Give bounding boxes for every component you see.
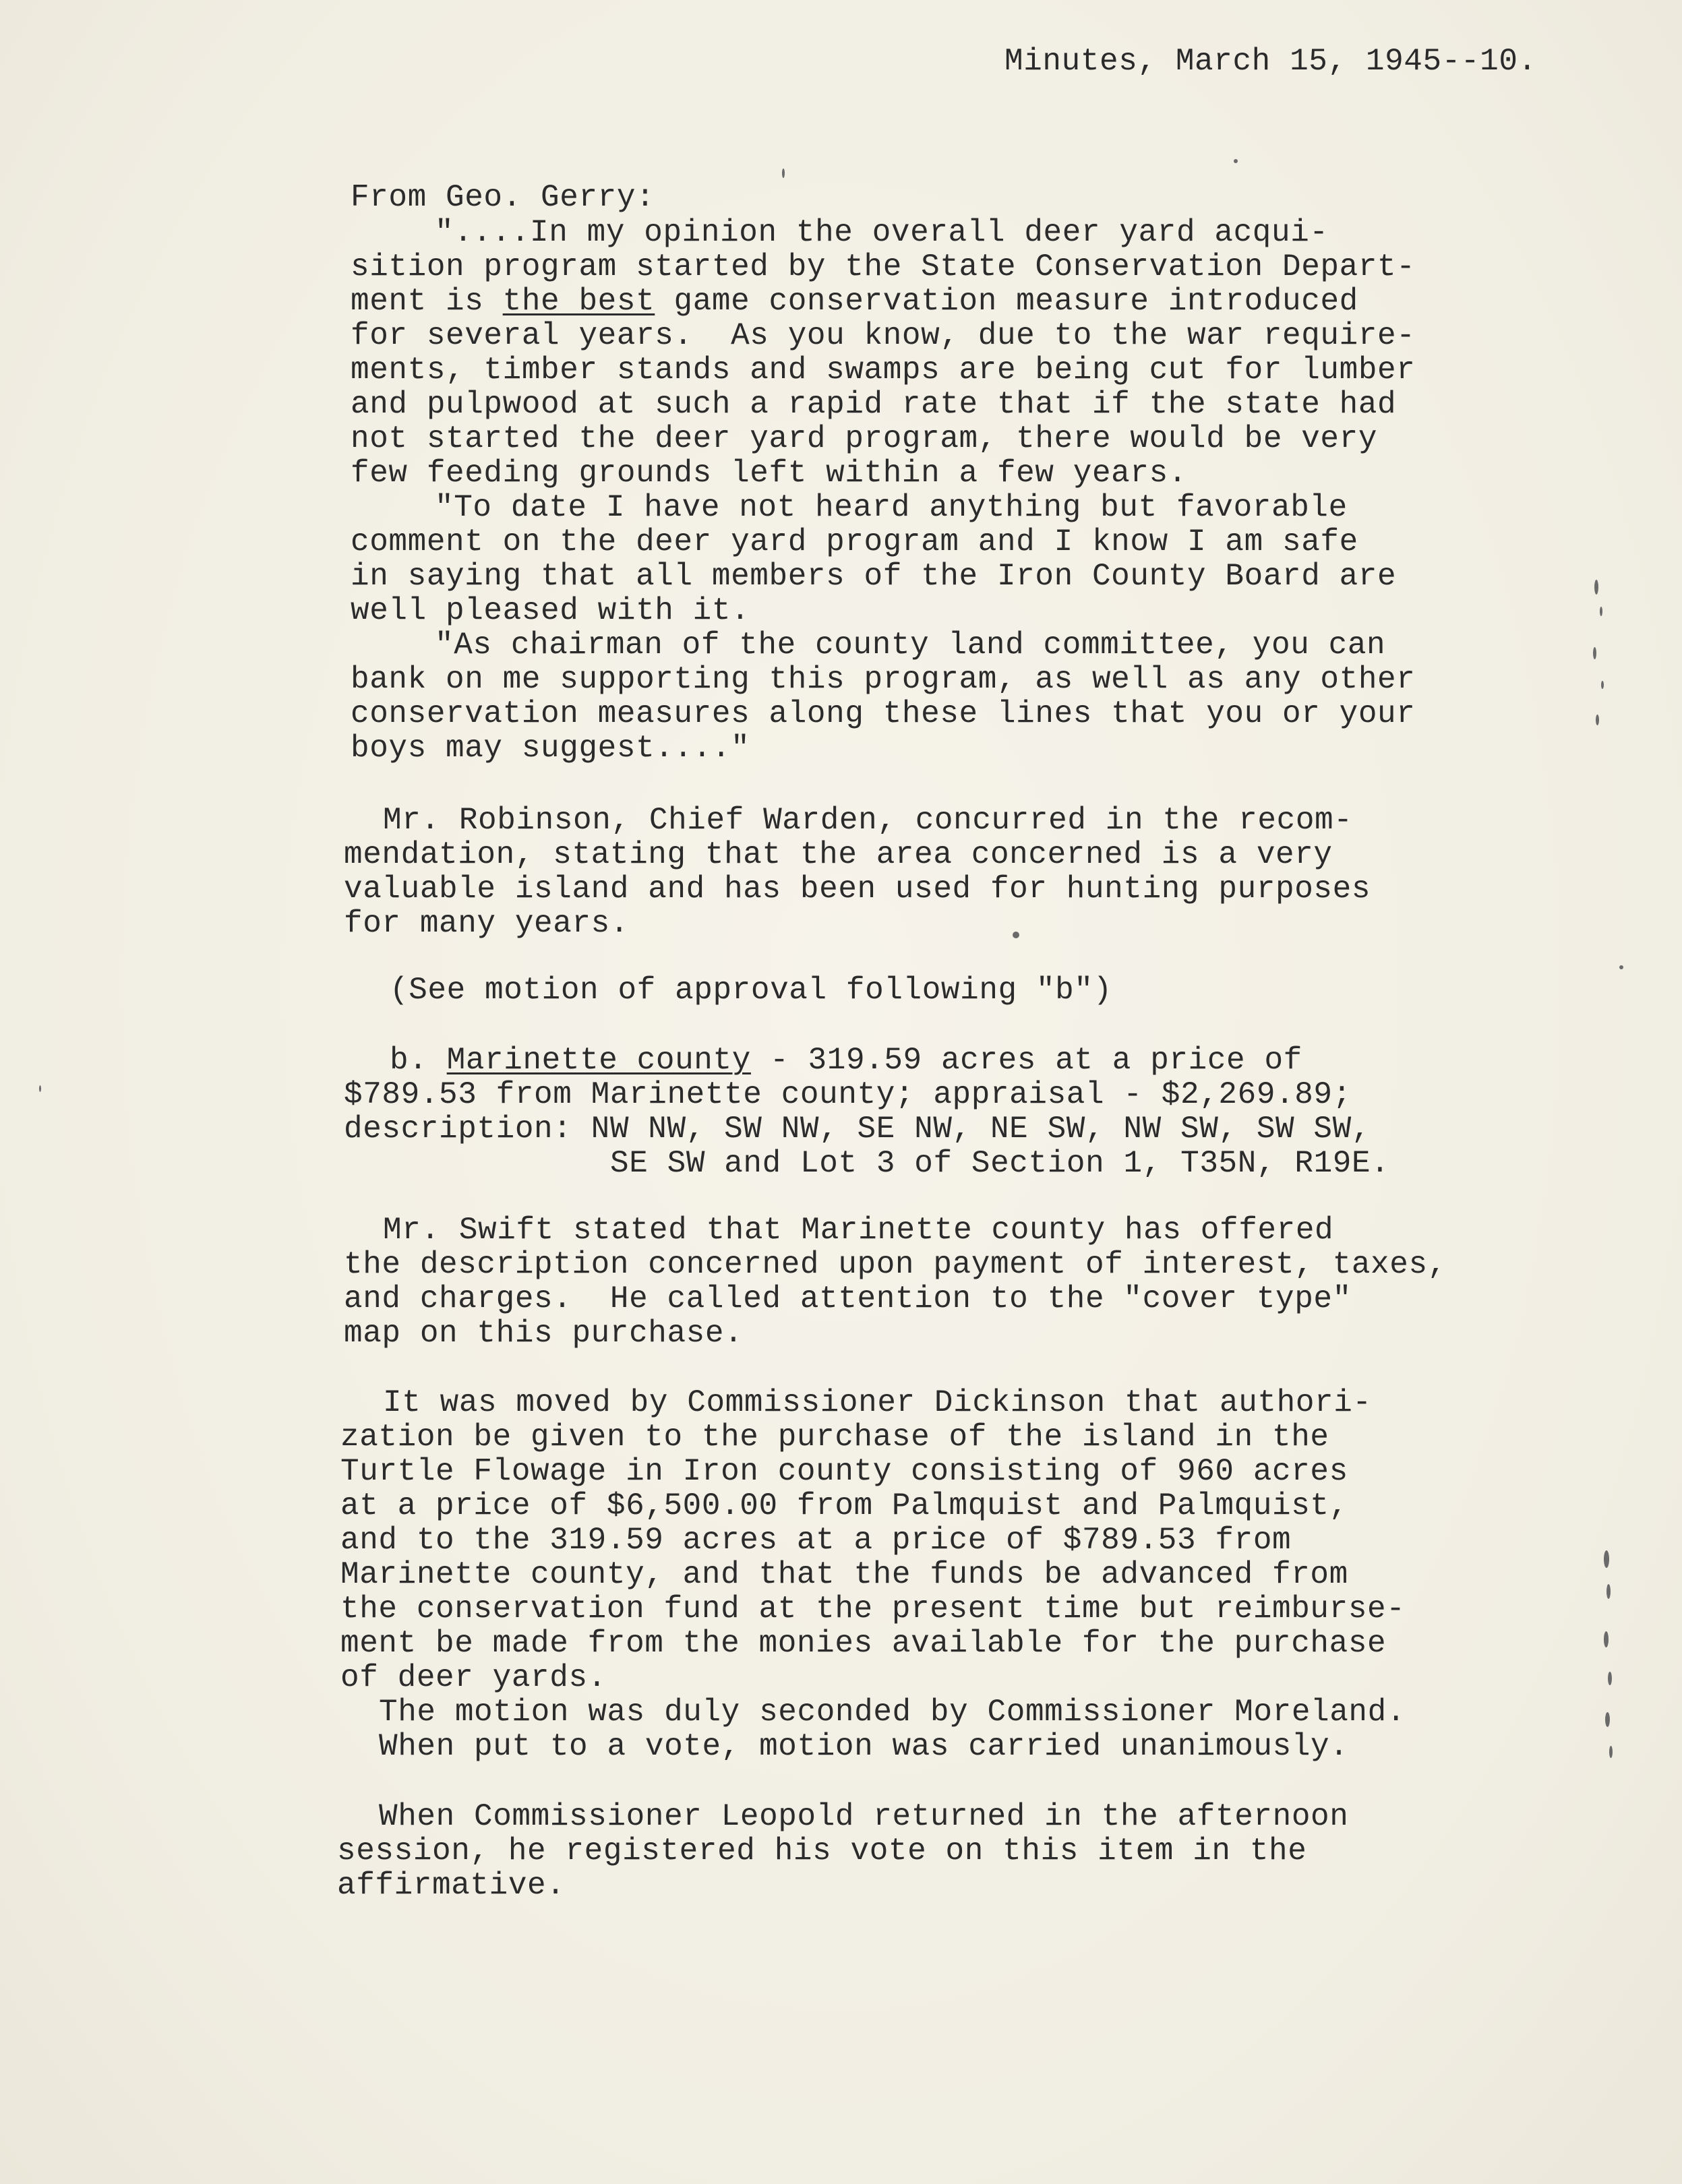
text-line-with-emphasis: [351, 284, 1358, 318]
text-line: not started the deer yard program, there would be very: [351, 421, 1378, 456]
text-line: "....In my opinion the overall deer yard acqui-: [435, 215, 1329, 250]
text-line: boys may suggest....": [351, 731, 750, 766]
text-line: When put to a vote, motion was carried unanimously.: [379, 1729, 1349, 1764]
text-line: at a price of $6,500.00 from Palmquist and Palmquist,: [340, 1488, 1348, 1523]
scan-speck: [1619, 965, 1623, 969]
text-line: ment be made from the monies available for the purchase: [340, 1626, 1387, 1661]
text-line: description: NW NW, SW NW, SE NW, NE SW, NW SW, SW SW,: [344, 1112, 1371, 1147]
text-line: Mr. Swift stated that Marinette county has offered: [383, 1213, 1334, 1248]
item-label: b.: [390, 1043, 428, 1078]
scan-mark: [1596, 715, 1599, 725]
text-segment: game conservation measure introduced: [655, 284, 1358, 319]
scan-mark: [1593, 647, 1596, 659]
text-line: conservation measures along these lines that you or your: [351, 696, 1416, 731]
text-line: and to the 319.59 acres at a price of $789.53 from: [340, 1523, 1292, 1558]
text-line: affirmative.: [337, 1868, 566, 1903]
page-header: Minutes, March 15, 1945--10.: [1004, 44, 1537, 79]
scan-mark: [1605, 1712, 1610, 1727]
scan-speck: [39, 1085, 41, 1092]
text-line: When Commissioner Leopold returned in the afternoon: [379, 1799, 1349, 1834]
text-segment: ment is: [351, 284, 503, 319]
text-line: for many years.: [344, 906, 630, 941]
text-line: the conservation fund at the present time but reimburse-: [340, 1591, 1406, 1627]
text-line: SE SW and Lot 3 of Section 1, T35N, R19E.: [610, 1146, 1390, 1181]
scan-speck: [1234, 159, 1238, 163]
scan-mark: [1601, 681, 1604, 689]
text-line: sition program started by the State Conservation Depart-: [351, 249, 1416, 284]
underlined-phrase: the best: [502, 284, 655, 319]
scan-mark: [1609, 1746, 1613, 1758]
scan-mark: [1604, 1631, 1609, 1647]
text-line: "To date I have not heard anything but favorable: [435, 490, 1348, 525]
scan-mark: [1608, 1672, 1612, 1685]
text-line: The motion was duly seconded by Commissioner Moreland.: [379, 1695, 1406, 1730]
text-line: It was moved by Commissioner Dickinson that authori-: [383, 1385, 1372, 1420]
text-line: well pleased with it.: [351, 593, 750, 628]
scan-speck: [782, 169, 785, 178]
text-line: and pulpwood at such a rapid rate that if the state had: [351, 387, 1397, 422]
text-line: bank on me supporting this program, as well as any other: [351, 662, 1416, 697]
text-line: session, he registered his vote on this item in the: [337, 1833, 1307, 1869]
text-line: zation be given to the purchase of the island in the: [340, 1420, 1329, 1455]
text-line: comment on the deer yard program and I know I am safe: [351, 524, 1358, 559]
scan-mark: [1600, 607, 1602, 616]
text-line: Turtle Flowage in Iron county consisting of 960 acres: [340, 1454, 1348, 1489]
scan-mark: [1606, 1584, 1611, 1599]
text-line: map on this purchase.: [344, 1316, 744, 1351]
text-line: $789.53 from Marinette county; appraisal - $2,269.89;: [344, 1077, 1352, 1112]
scan-margin-marks: [1574, 0, 1682, 2184]
text-line: and charges. He called attention to the "cover type": [344, 1281, 1352, 1316]
text-line: of deer yards.: [340, 1660, 607, 1695]
text-line: few feeding grounds left within a few years.: [351, 456, 1187, 491]
text-line: "As chairman of the county land committee, you can: [435, 628, 1386, 663]
text-line: for several years. As you know, due to the war require-: [351, 318, 1416, 353]
text-line: Marinette county, and that the funds be advanced from: [340, 1557, 1348, 1592]
text-line: Mr. Robinson, Chief Warden, concurred in the recom-: [383, 803, 1353, 838]
county-name: Marinette county: [446, 1043, 751, 1078]
text-line: mendation, stating that the area concerned is a very: [344, 837, 1333, 872]
see-motion-note: (See motion of approval following "b"): [390, 973, 1112, 1008]
scan-mark: [1594, 580, 1598, 595]
quote-attribution: From Geo. Gerry:: [351, 180, 655, 215]
text-line: valuable island and has been used for hunting purposes: [344, 872, 1371, 907]
scan-mark: [1604, 1550, 1609, 1568]
scan-speck: [1013, 932, 1019, 938]
text-line: in saying that all members of the Iron County Board are: [351, 559, 1397, 594]
text-line: the description concerned upon payment of interest, taxes,: [344, 1247, 1447, 1282]
text-line: ments, timber stands and swamps are being cut for lumber: [351, 353, 1416, 388]
text-segment: - 319.59 acres at a price of: [750, 1043, 1302, 1078]
item-b-first-line: [390, 1043, 1302, 1077]
